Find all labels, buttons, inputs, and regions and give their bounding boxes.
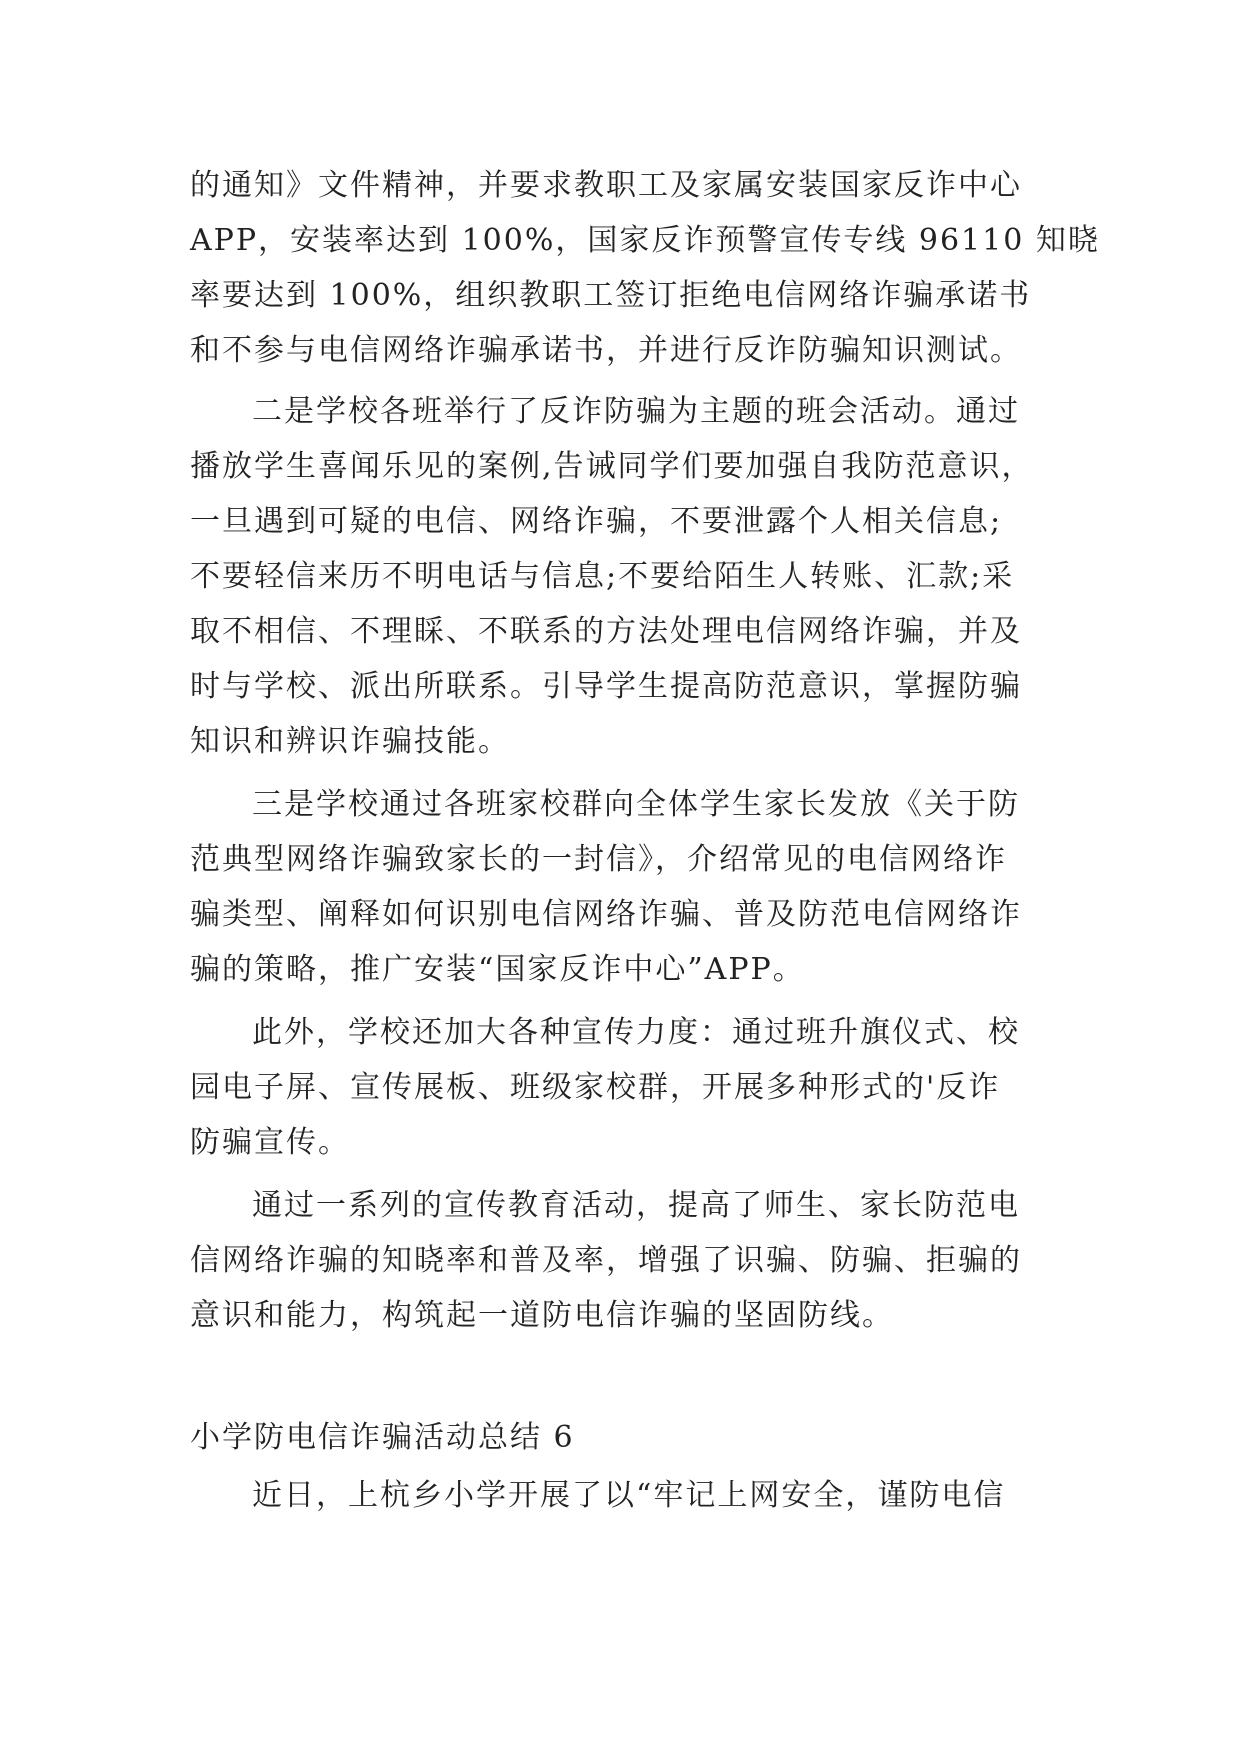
- text-line: 和不参与电信网络诈骗承诺书，并进行反诈防骗知识测试。: [190, 333, 1022, 368]
- paragraph-first-line: 三是学校通过各班家校群向全体学生家长发放《关于防: [252, 787, 1020, 822]
- text-line: 防骗宣传。: [190, 1125, 350, 1160]
- text-line: 骗类型、阐释如何识别电信网络诈骗、普及防范电信网络诈: [190, 897, 1022, 932]
- text-line: 率要达到 100%，组织教职工签订拒绝电信网络诈骗承诺书: [190, 278, 1032, 313]
- text-line: 一旦遇到可疑的电信、网络诈骗，不要泄露个人相关信息;: [190, 504, 1003, 539]
- paragraph-first-line: 通过一系列的宣传教育活动，提高了师生、家长防范电: [252, 1188, 1020, 1223]
- paragraph-first-line: 二是学校各班举行了反诈防骗为主题的班会活动。通过: [252, 394, 1020, 429]
- text-line: 知识和辨识诈骗技能。: [190, 724, 510, 759]
- text-line: 园电子屏、宣传展板、班级家校群，开展多种形式的'反诈: [190, 1070, 1001, 1105]
- section-heading: 小学防电信诈骗活动总结 6: [190, 1420, 575, 1455]
- text-line: 信网络诈骗的知晓率和普及率，增强了识骗、防骗、拒骗的: [190, 1243, 1022, 1278]
- text-line: APP，安装率达到 100%，国家反诈预警宣传专线 96110 知晓: [190, 223, 1100, 258]
- text-line: 不要轻信来历不明电话与信息;不要给陌生人转账、汇款;采: [190, 559, 1015, 594]
- text-line: 取不相信、不理睬、不联系的方法处理电信网络诈骗，并及: [190, 614, 1022, 649]
- text-line: 骗的策略，推广安装“国家反诈中心”APP。: [190, 952, 805, 987]
- paragraph-first-line: 近日，上杭乡小学开展了以“牢记上网安全，谨防电信: [252, 1478, 1006, 1513]
- text-line: 意识和能力，构筑起一道防电信诈骗的坚固防线。: [190, 1298, 894, 1333]
- text-line: 播放学生喜闻乐见的案例,告诫同学们要加强自我防范意识，: [190, 449, 1034, 484]
- text-line: 范典型网络诈骗致家长的一封信》，介绍常见的电信网络诈: [190, 842, 1007, 877]
- text-line: 时与学校、派出所联系。引导学生提高防范意识，掌握防骗: [190, 669, 1022, 704]
- paragraph-first-line: 此外，学校还加大各种宣传力度：通过班升旗仪式、校: [252, 1015, 1020, 1050]
- text-line: 的通知》文件精神，并要求教职工及家属安装国家反诈中心: [190, 168, 1022, 203]
